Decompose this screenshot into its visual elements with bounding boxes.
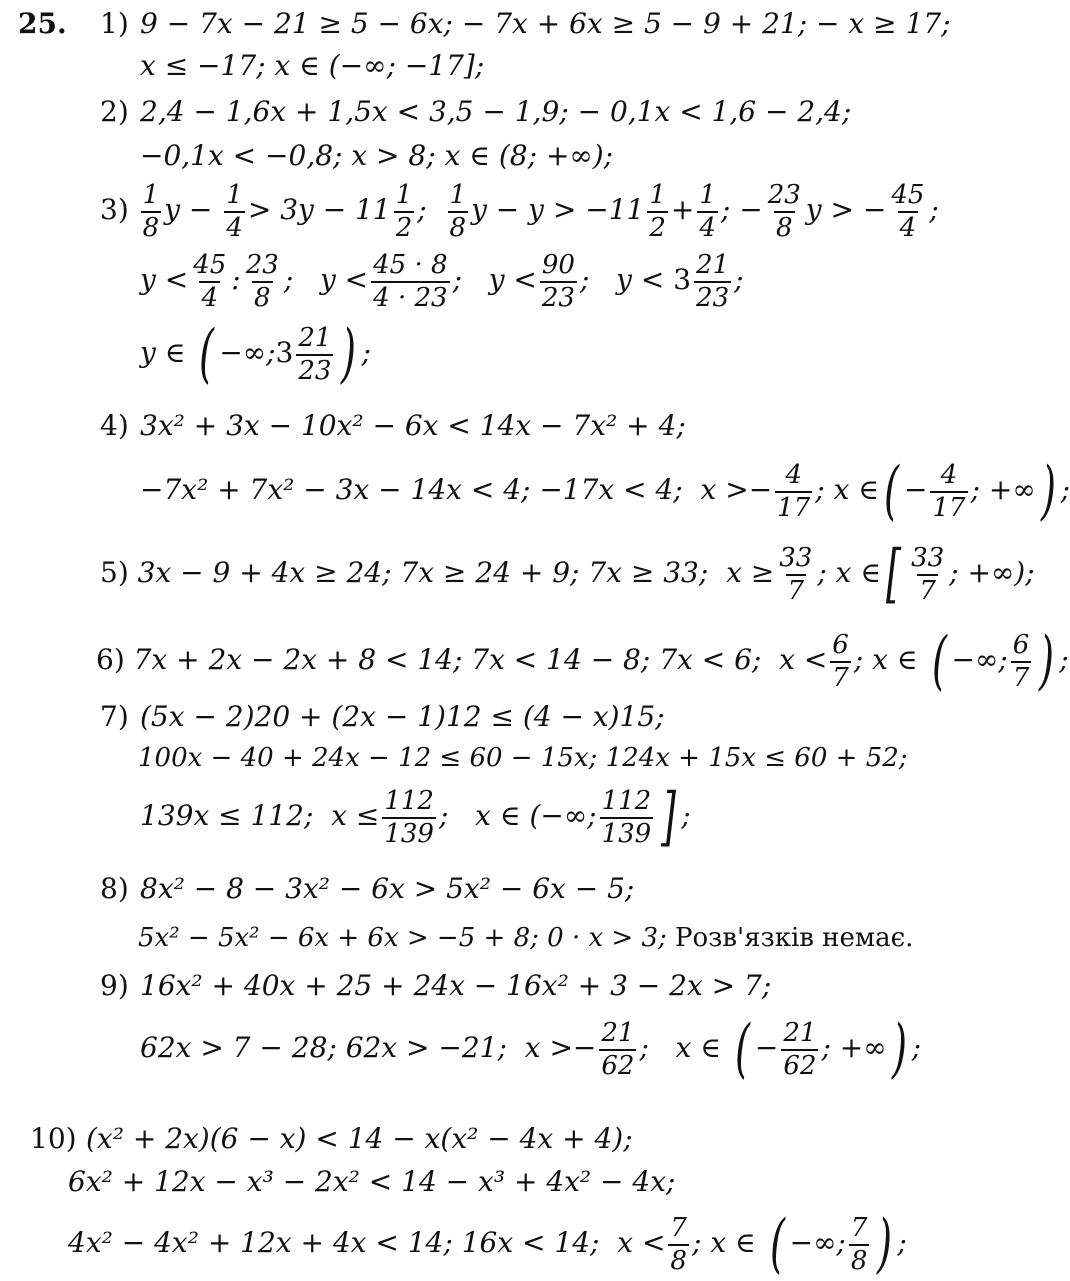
- fraction: $\frac{33}{7}$: [911, 543, 945, 606]
- fraction: $\frac{1}{2}$: [395, 180, 413, 243]
- item-label-4: 4): [100, 409, 129, 442]
- fraction: $\frac{21}{62}$: [783, 1018, 817, 1081]
- fraction: $\frac{45}{4}$: [891, 180, 925, 243]
- line-10c: 4x² − 4x² + 12x + 4x < 14; 16x < 14; x < $\frac{7}{8}$ ; x ∈ ( −∞; $\frac{7}{8}$ ) ;: [68, 1206, 907, 1281]
- fraction: $\frac{112}{139}$: [384, 786, 434, 849]
- line-2b: −0,1x < −0,8; x > 8; x ∈ (8; +∞);: [140, 139, 614, 172]
- fraction: $\frac{1}{4}$: [699, 180, 716, 243]
- fraction: $\frac{4}{17}$: [932, 460, 966, 523]
- line-4a: 3x² + 3x − 10x² − 6x < 14x − 7x² + 4;: [140, 409, 686, 442]
- line-7b: 100x − 40 + 24x − 12 ≤ 60 − 15x; 124x + 15x ≤ 60 + 52;: [138, 743, 908, 773]
- line-8a: 8x² − 8 − 3x² − 6x > 5x² − 6x − 5;: [140, 872, 635, 905]
- fraction: $\frac{1}{8}$: [449, 180, 467, 243]
- fraction: $\frac{21}{62}$: [601, 1018, 635, 1081]
- line-8b: 5x² − 5x² − 6x + 6x > −5 + 8; 0 · x > 3; Розв'язків немає.: [138, 923, 914, 953]
- line-9b: 62x > 7 − 28; 62x > −21; x >− $\frac{21}{62}$ ; x ∈ ( − $\frac{21}{62}$ ; +∞) ;: [140, 1011, 921, 1086]
- line-9a: 16x² + 40x + 25 + 24x − 16x² + 3 − 2x > 7;: [140, 969, 772, 1002]
- item-label-8: 8): [100, 872, 129, 905]
- line-7a: (5x − 2)20 + (2x − 1)12 ≤ (4 − x)15;: [140, 700, 665, 733]
- item-label-10: 10): [30, 1122, 77, 1155]
- line-1b: x ≤ −17; x ∈ (−∞; −17];: [140, 49, 485, 82]
- item-label-3: 3): [100, 193, 129, 227]
- fraction: $\frac{6}{7}$: [832, 630, 849, 693]
- item-label-2: 2): [100, 95, 129, 128]
- line-4b: −7x² + 7x² − 3x − 14x < 4; −17x < 4; x >− $\frac{4}{17}$ ; x ∈( − $\frac{4}{17}$ ; +∞) ;: [140, 453, 1070, 528]
- item-label-5: 5): [100, 556, 129, 590]
- item-label-6: 6): [96, 643, 125, 677]
- line-10a: (x² + 2x)(6 − x) < 14 − x(x² − 4x + 4);: [86, 1122, 633, 1155]
- fraction: $\frac{112}{139}$: [601, 786, 652, 849]
- item-label-7: 7): [100, 700, 129, 733]
- fraction: $\frac{45}{4}$: [193, 250, 227, 313]
- line-3b: y < $\frac{45}{4}$ : $\frac{23}{8}$ ; y < $\frac{45 \cdot 8}{4 \cdot 23}$ ; y < $\frac{90}{23}$ ; y < 3 $\frac{21}{23}$ ;: [140, 250, 744, 313]
- line-2a: 2,4 − 1,6x + 1,5x < 3,5 − 1,9; − 0,1x < 1,6 − 2,4;: [140, 95, 852, 128]
- fraction: $\frac{45 \cdot 8}{4 \cdot 23}$: [373, 250, 448, 313]
- line-5: 5) 3x − 9 + 4x ≥ 24; 7x ≥ 24 + 9; 7x ≥ 33; x ≥ $\frac{33}{7}$ ; x ∈[ $\frac{33}{7}$ ; +∞);: [100, 536, 1035, 611]
- line-3c: y ∈ ( −∞;3 $\frac{21}{23}$ ) ;: [140, 316, 371, 391]
- line-3a: 3) $\frac{1}{8}$ y − $\frac{1}{4}$ > 3y − 11 $\frac{1}{2}$ ; $\frac{1}{8}$ y − y > −11 $\frac{1}{2}$ + $\frac{1}{4}$ ; − $\frac{23}{8}$ y > − $\frac{45}{4}$ ;: [100, 180, 939, 243]
- fraction: $\frac{23}{8}$: [767, 180, 801, 243]
- fraction: $\frac{6}{7}$: [1012, 630, 1030, 693]
- line-10b: 6x² + 12x − x³ − 2x² < 14 − x³ + 4x² − 4x;: [68, 1165, 676, 1198]
- fraction: $\frac{33}{7}$: [779, 543, 813, 606]
- line-1a: 9 − 7x − 21 ≥ 5 − 6x; − 7x + 6x ≥ 5 − 9 + 21; − x ≥ 17;: [140, 7, 951, 40]
- no-solutions-note: Розв'язків немає.: [675, 923, 914, 953]
- line-6: 6) 7x + 2x − 2x + 8 < 14; 7x < 14 − 8; 7x < 6; x < $\frac{6}{7}$ ; x ∈ ( −∞; $\frac{6}{7}$ ) ;: [96, 623, 1069, 698]
- fraction: $\frac{1}{2}$: [649, 180, 666, 243]
- fraction: $\frac{4}{17}$: [777, 460, 811, 523]
- problem-number: 25.: [18, 7, 67, 40]
- fraction: $\frac{23}{8}$: [245, 250, 279, 313]
- fraction: $\frac{7}{8}$: [670, 1213, 687, 1276]
- fraction: $\frac{1}{4}$: [226, 180, 243, 243]
- fraction: $\frac{90}{23}$: [541, 250, 575, 313]
- fraction: $\frac{7}{8}$: [850, 1213, 868, 1276]
- line-7c: 139x ≤ 112; x ≤ $\frac{112}{139}$ ; x ∈ (−∞; $\frac{112}{139}$ ] ;: [140, 779, 691, 854]
- item-label-1: 1): [100, 7, 129, 40]
- fraction: $\frac{1}{8}$: [142, 180, 160, 243]
- fraction: $\frac{21}{23}$: [696, 250, 730, 313]
- item-label-9: 9): [100, 969, 129, 1002]
- fraction: $\frac{21}{23}$: [298, 323, 332, 386]
